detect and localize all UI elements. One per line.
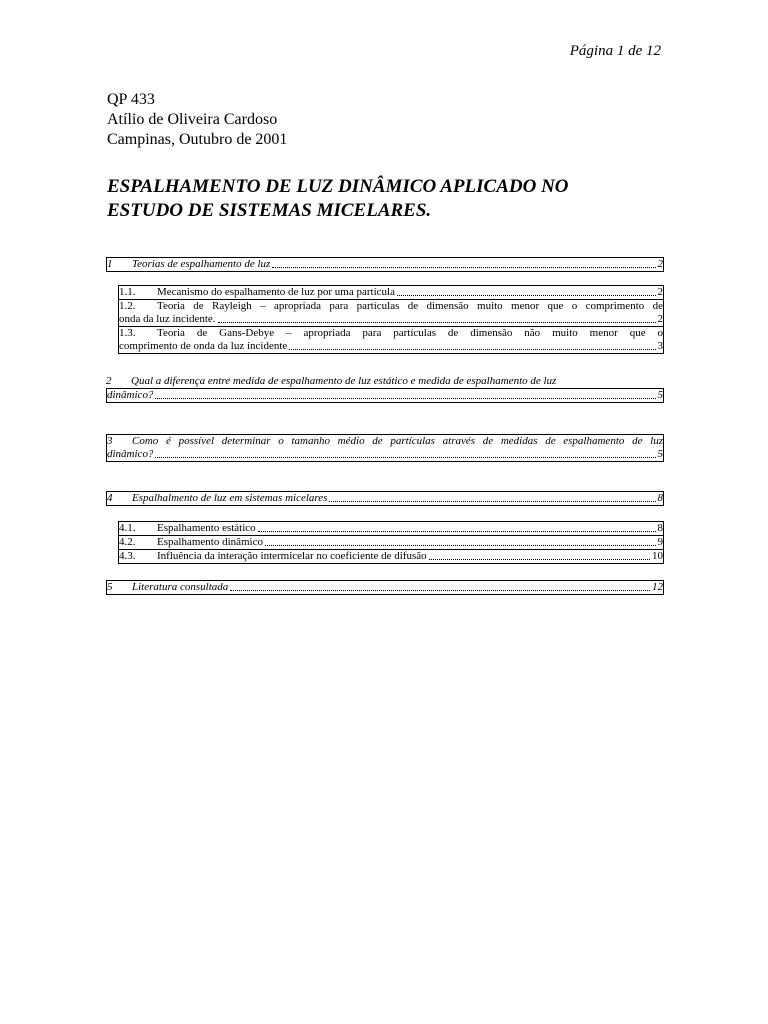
toc-entry-number: 4.2. (119, 536, 136, 548)
toc-subsections-1 (106, 285, 664, 354)
toc-leader-dots (230, 590, 650, 591)
toc-section-2 (106, 375, 664, 403)
toc-entry-page: 3 (657, 340, 663, 352)
toc-leader-dots (329, 501, 655, 502)
toc-entry-page: 9 (657, 536, 663, 548)
toc-leader-dots (155, 457, 655, 458)
toc-entry[interactable] (119, 550, 663, 563)
toc-entry[interactable] (119, 327, 663, 353)
toc-entry-number: 3 (107, 435, 113, 447)
toc-leader-dots (289, 349, 655, 350)
toc-entry-text-line1: Teoria de Gans-Debye – apropriada para partículas de dimensão não muito menor que o (157, 327, 663, 339)
toc-entry-text-line2: comprimento de onda da luz incidente (119, 340, 288, 352)
toc-entry-page: 10 (652, 550, 663, 562)
toc-entry[interactable] (106, 580, 664, 595)
toc-leader-dots (265, 545, 656, 546)
toc-entry-page: 2 (657, 286, 663, 298)
toc-entry-page: 5 (657, 389, 663, 401)
toc-entry[interactable] (119, 522, 663, 536)
toc-entry-page: 12 (652, 581, 663, 593)
toc-entry-text: Espalhamento dinâmico (157, 536, 263, 548)
toc-entry-text: Mecanismo do espalhamento de luz por uma partícula (157, 286, 395, 298)
toc-section-4 (106, 491, 664, 506)
toc-section-5 (106, 580, 664, 595)
toc-subgroup (118, 521, 664, 564)
toc-entry-text: Teorias de espalhamento de luz (132, 258, 271, 270)
toc-subsections-4 (106, 521, 664, 564)
toc-entry-page: 2 (657, 313, 663, 325)
toc-entry-text: Influência da interação intermicelar no coeficiente de difusão (157, 550, 427, 562)
toc-entry[interactable] (119, 536, 663, 550)
title-line-1: ESPALHAMENTO DE LUZ DINÂMICO APLICADO NO (107, 176, 569, 197)
toc-subgroup (118, 285, 664, 354)
toc-leader-dots (429, 559, 650, 560)
course-code: QP 433 (107, 91, 155, 108)
place-date: Campinas, Outubro de 2001 (107, 131, 288, 148)
toc-entry[interactable] (106, 434, 664, 462)
title-line-2: ESTUDO DE SISTEMAS MICELARES. (107, 200, 432, 221)
toc-entry-text-line1: Qual a diferença entre medida de espalhamento de luz estático e medida de espalhamento de luz (131, 375, 557, 387)
toc-entry-text-line2: dinâmico? (107, 389, 154, 401)
toc-entry-number: 4.3. (119, 550, 136, 562)
toc-leader-dots (397, 295, 656, 296)
toc-entry[interactable] (106, 491, 664, 506)
toc-entry-text-line1: Como é possível determinar o tamanho médio de partículas através de medidas de espalhamento de luz (132, 435, 663, 447)
toc-leader-dots (155, 398, 655, 399)
toc-entry[interactable] (106, 375, 664, 403)
toc-entry-text: Literatura consultada (132, 581, 229, 593)
toc-entry-text-line2: onda da luz incidente. (119, 313, 216, 325)
toc-entry-page: 2 (657, 258, 663, 270)
toc-entry-page: 5 (657, 448, 663, 460)
toc-section-1 (106, 257, 664, 272)
toc-entry-number: 1.2. (119, 300, 136, 312)
toc-entry-text-line2: dinâmico? (107, 448, 154, 460)
toc-entry-number: 1.1. (119, 286, 136, 298)
toc-entry-text: Espalhalmento de luz em sistemas micelares (132, 492, 328, 504)
document-title (107, 175, 667, 223)
toc-entry[interactable] (119, 300, 663, 327)
toc-entry-number: 4 (107, 492, 113, 504)
toc-entry-text-line1: Teoria de Rayleigh – apropriada para partículas de dimensão muito menor que o comprimento de (157, 300, 663, 312)
page-number: Página 1 de 12 (569, 43, 661, 59)
toc-leader-dots (272, 267, 655, 268)
toc-entry[interactable] (119, 286, 663, 300)
toc-entry-page: 8 (657, 522, 663, 534)
toc-section-3 (106, 434, 664, 462)
author-name: Atílio de Oliveira Cardoso (107, 111, 278, 128)
toc-entry-page: 8 (657, 492, 663, 504)
toc-leader-dots (218, 322, 656, 323)
toc-entry-number: 1 (107, 258, 113, 270)
toc-entry-number: 5 (107, 581, 113, 593)
document-header (107, 90, 287, 150)
toc-entry-number: 1.3. (119, 327, 136, 339)
toc-entry-text: Espalhamento estático (157, 522, 256, 534)
toc-entry[interactable] (106, 257, 664, 272)
toc-entry-number: 4.1. (119, 522, 136, 534)
toc-leader-dots (258, 531, 656, 532)
toc-entry-number: 2 (106, 375, 112, 387)
